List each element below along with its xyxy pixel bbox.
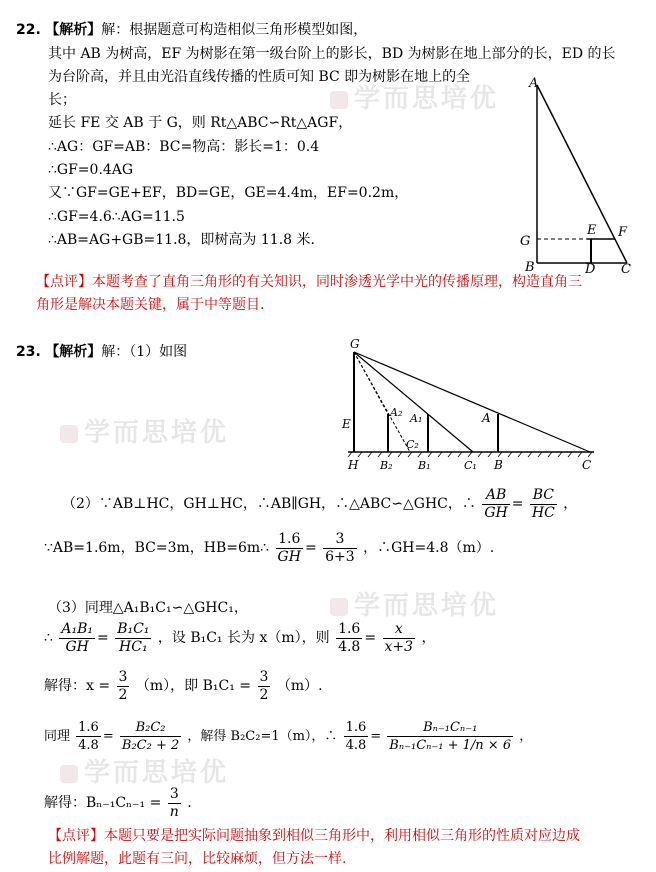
q22-label-b: B <box>525 260 535 275</box>
q22-line-0: 22. 【解析】解：根据题意可构造相似三角形模型如图， <box>16 22 368 38</box>
q22-label-a: A <box>529 76 539 91</box>
q23-label-a1: A₁ <box>410 412 423 425</box>
fraction: $\frac{\text{Bₙ₋₁Cₙ₋₁}}{\text{Bₙ₋₁Cₙ₋₁ + 1/n × 6}}$ <box>389 720 512 753</box>
q23-label-c2: C₂ <box>406 438 419 451</box>
q23-part2: （2）∵AB⊥HC，GH⊥HC，∴AB∥GH，∴△ABC∽△GHC，∴ $\frac{AB}{GH}$ = $\frac{BC}{HC}$ ， <box>62 486 578 521</box>
q23-label-h: H <box>348 458 359 472</box>
fraction: $\frac{1.6}{4.8}$ <box>78 720 99 753</box>
q23-label-b1: B₁ <box>418 459 431 472</box>
fraction: $\frac{1.6}{GH}$ <box>277 530 301 565</box>
fraction: $\frac{BC}{HC}$ <box>531 486 555 521</box>
q23-label-e: E <box>342 417 351 431</box>
fraction: $\frac{3}{2}$ <box>118 668 128 703</box>
watermark: 学而思培优 <box>330 585 499 622</box>
q22-line-3: 长； <box>48 92 76 108</box>
q23-part3b: ∴ $\frac{\text{A₁B₁}}{GH}$ = $\frac{\text{B₁C₁}}{\text{HC₁}}$ ，设 B₁C₁ 长为 x（m），则 $\frac{1.6}{4.8}$ = $\frac{x}{x+3}$ ， <box>44 620 436 655</box>
q23-label-b: B <box>494 458 503 472</box>
q23-label-c: C <box>582 458 592 472</box>
q22-line-6: ∴GF=0.4AG <box>48 162 134 178</box>
q23-number: 23. <box>16 344 41 360</box>
q23-line-0: 23. 【解析】解：（1）如图 <box>16 344 188 360</box>
q23-label-b2: B₂ <box>380 459 393 472</box>
q23-part3: （3）同理△A₁B₁C₁∽△GHC₁， <box>48 600 248 616</box>
fraction: $\frac{1.6}{4.8}$ <box>338 620 361 655</box>
q22-label-d: D <box>585 262 596 275</box>
q23-comment-1: 比例解题，此题有三问，比较麻烦，但方法一样. <box>48 851 347 867</box>
fraction: $\frac{\text{B₂C₂}}{\text{B₂C₂ + 2}}$ <box>121 720 180 753</box>
q22-comment-0: 【点评】本题考查了直角三角形的有关知识，同时渗透光学中光的传播原理，构造直角三 <box>36 274 582 290</box>
fraction: $\frac{3}{6+3}$ <box>325 530 355 565</box>
q22-line-7: 又∵GF=GE+EF，BD=GE，GE=4.4m，EF=0.2m， <box>48 185 409 201</box>
q23-part2b: ∵AB=1.6m，BC=3m，HB=6m∴ $\frac{1.6}{GH}$ = $\frac{3}{6+3}$ ，∴GH=4.8（m）. <box>44 530 495 565</box>
q22-comment-1: 角形是解决本题关键，属于中等题目. <box>36 297 265 313</box>
q22-number: 22. <box>16 22 41 38</box>
q23-part3c: 解得：x = $\frac{3}{2}$ （m），即 B₁C₁ = $\frac{3}{2}$ （m）. <box>44 668 323 703</box>
fraction: $\frac{x}{x+3}$ <box>384 620 414 655</box>
q22-line-2: 为台阶高，并且由光沿直线传播的性质可知 BC 即为树影在地上的全 <box>48 69 471 85</box>
q23-comment-0: 【点评】本题只要是把实际问题抽象到相似三角形中，利用相似三角形的性质对应边成 <box>48 828 580 844</box>
fraction: $\frac{AB}{GH}$ <box>484 486 508 521</box>
fraction: $\frac{1.6}{4.8}$ <box>345 720 367 753</box>
fraction: $\frac{\text{B₁C₁}}{\text{HC₁}}$ <box>117 620 150 655</box>
fraction: $\frac{3}{n}$ <box>169 785 179 820</box>
watermark: 学而思培优 <box>60 412 229 449</box>
q23-light-figure <box>340 336 600 472</box>
q22-line-4: 延长 FE 交 AB 于 G，则 Rt△ABC∽Rt△AGF， <box>48 115 353 131</box>
q22-label-e: E <box>587 223 597 238</box>
q22-line-1: 其中 AB 为树高，EF 为树影在第一级台阶上的影长，BD 为树影在地上部分的长，ED 的长 <box>48 46 616 62</box>
q23-label-g: G <box>350 337 360 351</box>
q23-part3d: 同理 $\frac{1.6}{4.8}$ = $\frac{\text{B₂C₂}}{\text{B₂C₂ + 2}}$ ，解得 B₂C₂=1（m），∴ $\frac{1.6}{4.8}$ = $\frac{\text{Bₙ₋₁Cₙ₋₁}}{\text{Bₙ₋₁Cₙ₋₁ + 1/n × 6}}$ ， <box>44 720 533 753</box>
watermark: 学而思培优 <box>330 78 499 115</box>
q23-label-c1: C₁ <box>464 459 477 472</box>
q22-label-f: F <box>618 225 628 240</box>
q23-tag: 【解析】 <box>45 344 102 360</box>
q22-line-5: ∴AG：GF=AB：BC=物高：影长=1：0.4 <box>48 139 320 155</box>
watermark: 学而思培优 <box>60 752 229 789</box>
q22-tree-shadow-figure <box>515 75 640 275</box>
q22-line-8: ∴GF=4.6∴AG=11.5 <box>48 209 185 225</box>
q23-label-a2: A₂ <box>390 406 403 419</box>
q22-line-9: ∴AB=AG+GB=11.8，即树高为 11.8 米. <box>48 232 315 248</box>
q23-part3e: 解得：Bₙ₋₁Cₙ₋₁ = $\frac{3}{n}$ . <box>44 785 192 820</box>
q23-label-a: A <box>482 411 491 425</box>
q22-tag: 【解析】 <box>45 22 102 38</box>
fraction: $\frac{\text{A₁B₁}}{GH}$ <box>61 620 93 655</box>
fraction: $\frac{3}{2}$ <box>259 668 269 703</box>
q22-label-g: G <box>520 234 531 249</box>
q22-label-c: C <box>621 262 631 275</box>
